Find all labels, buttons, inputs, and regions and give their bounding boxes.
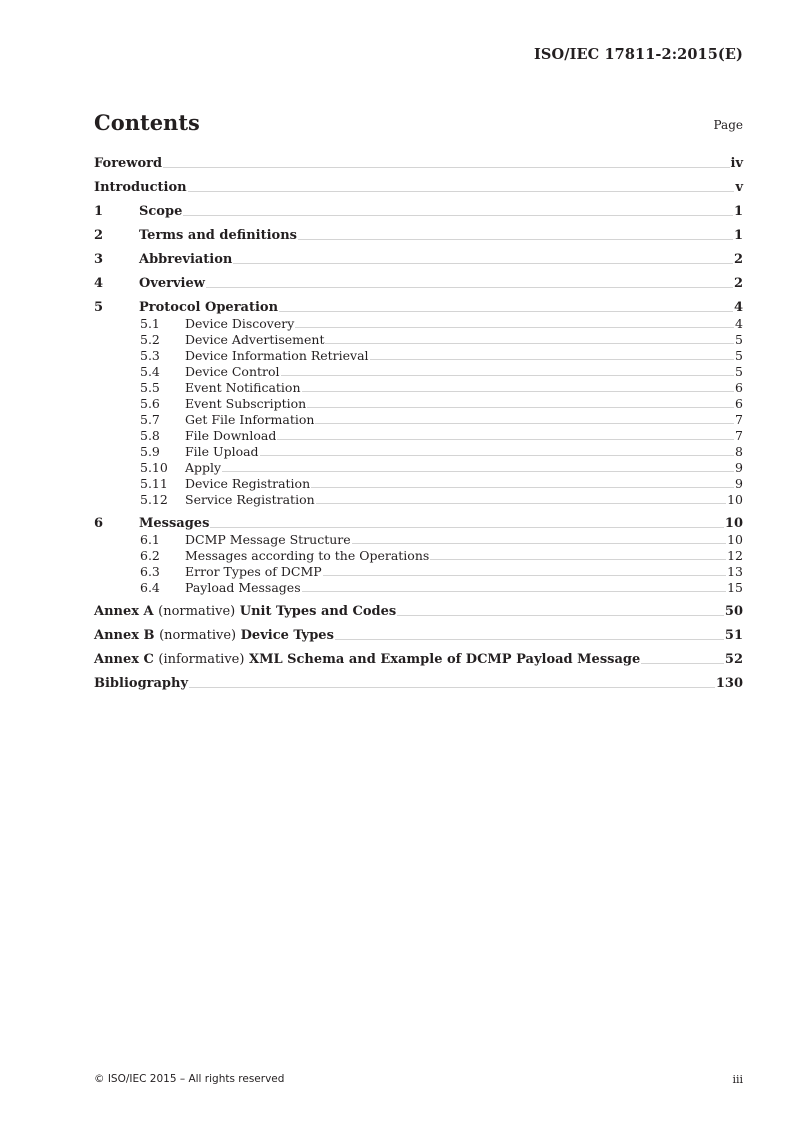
toc-subentry-label: Error Types of DCMP (185, 564, 322, 579)
toc-entry-number: 3 (94, 252, 104, 267)
toc-subentry[interactable] (94, 364, 743, 380)
dot-leader (295, 327, 734, 328)
toc-entry-number: 1 (94, 204, 104, 219)
toc-entry-label: Foreword (94, 156, 163, 171)
toc-page-number: 5 (735, 364, 743, 379)
table-of-contents (94, 156, 743, 692)
toc-page-number: 1 (733, 204, 743, 219)
toc-subentry-label: Event Notification (185, 380, 301, 395)
dot-leader (325, 343, 734, 344)
toc-page-number: v (735, 180, 743, 195)
row-spacer (94, 244, 743, 252)
toc-entry[interactable] (94, 276, 743, 292)
toc-subentry[interactable] (94, 316, 743, 332)
dot-leader (233, 263, 733, 264)
toc-entry[interactable] (94, 676, 743, 692)
toc-entry-label: Scope (139, 204, 183, 219)
toc-page-number: 5 (735, 348, 743, 363)
toc-page-number: 130 (715, 676, 743, 691)
toc-subentry-number: 5.8 (140, 428, 160, 443)
toc-subentry-label: DCMP Message Structure (185, 532, 351, 547)
toc-page-number: 6 (735, 380, 743, 395)
toc-subentry-label: Device Advertisement (185, 332, 325, 347)
toc-entry-label: Messages (139, 516, 210, 531)
annex-qualifier: (normative) (159, 628, 237, 643)
dot-leader (260, 455, 734, 456)
dot-leader (222, 471, 734, 472)
toc-subentry-number: 6.2 (140, 548, 160, 563)
toc-subentry-number: 5.4 (140, 364, 160, 379)
toc-page-number: 7 (735, 428, 743, 443)
toc-page-number: iv (730, 156, 743, 171)
dot-leader (323, 575, 726, 576)
toc-subentry-number: 5.12 (140, 492, 168, 507)
dot-leader (311, 487, 734, 488)
toc-subentry-label: File Download (185, 428, 277, 443)
toc-annex-entry[interactable] (94, 604, 743, 620)
toc-entry-number: 5 (94, 300, 104, 315)
dot-leader (188, 191, 735, 192)
annex-qualifier: (informative) (158, 652, 245, 667)
toc-subentry-label: Get File Information (185, 412, 315, 427)
toc-page-number: 12 (727, 548, 743, 563)
toc-subentry[interactable] (94, 332, 743, 348)
document-code: ISO/IEC 17811-2:2015(E) (534, 46, 743, 63)
toc-subentry-number: 5.9 (140, 444, 160, 459)
row-spacer (94, 292, 743, 300)
row-spacer (94, 644, 743, 652)
toc-entry-label: Abbreviation (139, 252, 233, 267)
toc-annex-label (94, 652, 640, 668)
toc-entry-number: 2 (94, 228, 104, 243)
toc-subentry-number: 6.3 (140, 564, 160, 579)
toc-page-number: 10 (724, 516, 743, 531)
dot-leader (302, 591, 726, 592)
annex-prefix: Annex A (94, 604, 154, 619)
row-spacer (94, 596, 743, 604)
toc-subentry-label: Apply (185, 460, 222, 475)
row-spacer (94, 668, 743, 676)
toc-subentry-number: 6.1 (140, 532, 160, 547)
row-spacer (94, 268, 743, 276)
toc-subentry[interactable] (94, 548, 743, 564)
dot-leader (397, 615, 724, 616)
annex-title: XML Schema and Example of DCMP Payload Message (248, 652, 641, 667)
toc-page-number: 2 (733, 276, 743, 291)
toc-entry-number: 4 (94, 276, 104, 291)
dot-leader (430, 559, 726, 560)
toc-page-number: 51 (724, 628, 743, 643)
toc-subentry[interactable] (94, 492, 743, 508)
toc-page-number: 10 (727, 532, 743, 547)
toc-subentry[interactable] (94, 396, 743, 412)
toc-page-number: 13 (727, 564, 743, 579)
toc-entry-number: 6 (94, 516, 104, 531)
dot-leader (298, 239, 733, 240)
toc-annex-label (94, 628, 334, 644)
toc-page-number: 10 (727, 492, 743, 507)
toc-subentry-label: Device Information Retrieval (185, 348, 369, 363)
toc-annex-label (94, 604, 396, 620)
toc-subentry[interactable] (94, 428, 743, 444)
dot-leader (352, 543, 726, 544)
toc-entry-label: Protocol Operation (139, 300, 279, 315)
toc-subentry-number: 5.3 (140, 348, 160, 363)
toc-page-number: 6 (735, 396, 743, 411)
toc-annex-entry[interactable] (94, 628, 743, 644)
toc-entry[interactable] (94, 204, 743, 220)
toc-subentry-number: 5.2 (140, 332, 160, 347)
dot-leader (279, 311, 733, 312)
toc-subentry-label: Device Discovery (185, 316, 295, 331)
dot-leader (189, 687, 715, 688)
toc-subentry[interactable] (94, 532, 743, 548)
toc-entry-label: Introduction (94, 180, 187, 195)
dot-leader (183, 215, 733, 216)
dot-leader (315, 423, 734, 424)
annex-prefix: Annex C (94, 652, 154, 667)
toc-subentry[interactable] (94, 380, 743, 396)
toc-entry[interactable] (94, 252, 743, 268)
toc-subentry[interactable] (94, 348, 743, 364)
toc-page-number: 9 (735, 460, 743, 475)
toc-subentry-label: Device Control (185, 364, 280, 379)
dot-leader (316, 503, 726, 504)
toc-subentry-number: 6.4 (140, 580, 160, 595)
toc-subentry[interactable] (94, 412, 743, 428)
toc-subentry[interactable] (94, 580, 743, 596)
toc-page-number: 4 (735, 316, 743, 331)
annex-title: Unit Types and Codes (239, 604, 397, 619)
toc-page-number: 1 (733, 228, 743, 243)
dot-leader (302, 391, 735, 392)
toc-page-number: 9 (735, 476, 743, 491)
toc-subentry-label: Device Registration (185, 476, 311, 491)
toc-entry[interactable] (94, 228, 743, 244)
toc-subentry-number: 5.5 (140, 380, 160, 395)
toc-subentry-number: 5.10 (140, 460, 168, 475)
toc-subentry-label: Payload Messages (185, 580, 301, 595)
row-spacer (94, 220, 743, 228)
toc-entry-label: Bibliography (94, 676, 189, 691)
toc-page-number: 8 (735, 444, 743, 459)
copyright-notice: © ISO/IEC 2015 – All rights reserved (94, 1073, 285, 1085)
annex-qualifier: (normative) (158, 604, 236, 619)
toc-entry[interactable] (94, 300, 743, 316)
dot-leader (307, 407, 734, 408)
toc-subentry-number: 5.1 (140, 316, 160, 331)
toc-subentry[interactable] (94, 476, 743, 492)
toc-page-number: 5 (735, 332, 743, 347)
toc-page-number: 4 (733, 300, 743, 315)
toc-page-number: 50 (724, 604, 743, 619)
annex-title: Device Types (240, 628, 334, 643)
toc-subentry-number: 5.11 (140, 476, 168, 491)
toc-subentry[interactable] (94, 460, 743, 476)
toc-subentry-label: Event Subscription (185, 396, 307, 411)
toc-subentry[interactable] (94, 564, 743, 580)
toc-page-number: 52 (724, 652, 743, 667)
toc-page-number: 7 (735, 412, 743, 427)
dot-leader (163, 167, 729, 168)
toc-subentry-number: 5.6 (140, 396, 160, 411)
toc-entry-label: Overview (139, 276, 205, 291)
toc-entry[interactable] (94, 516, 743, 532)
annex-prefix: Annex B (94, 628, 155, 643)
toc-subentry-number: 5.7 (140, 412, 160, 427)
row-spacer (94, 172, 743, 180)
page-column-label: Page (713, 118, 743, 132)
row-spacer (94, 196, 743, 204)
dot-leader (335, 639, 724, 640)
toc-page-number: 2 (733, 252, 743, 267)
toc-subentry-label: Messages according to the Operations (185, 548, 430, 563)
toc-page-number: 15 (727, 580, 743, 595)
dot-leader (281, 375, 735, 376)
row-spacer (94, 508, 743, 516)
toc-subentry-label: Service Registration (185, 492, 315, 507)
dot-leader (370, 359, 734, 360)
page-number: iii (732, 1073, 743, 1086)
dot-leader (277, 439, 734, 440)
toc-subentry[interactable] (94, 444, 743, 460)
dot-leader (206, 287, 733, 288)
toc-entry[interactable] (94, 156, 743, 172)
toc-subentry-label: File Upload (185, 444, 259, 459)
toc-annex-entry[interactable] (94, 652, 743, 668)
row-spacer (94, 620, 743, 628)
dot-leader (641, 663, 724, 664)
toc-entry-label: Terms and definitions (139, 228, 297, 243)
dot-leader (210, 527, 724, 528)
toc-entry[interactable] (94, 180, 743, 196)
page-title: Contents (94, 110, 200, 135)
